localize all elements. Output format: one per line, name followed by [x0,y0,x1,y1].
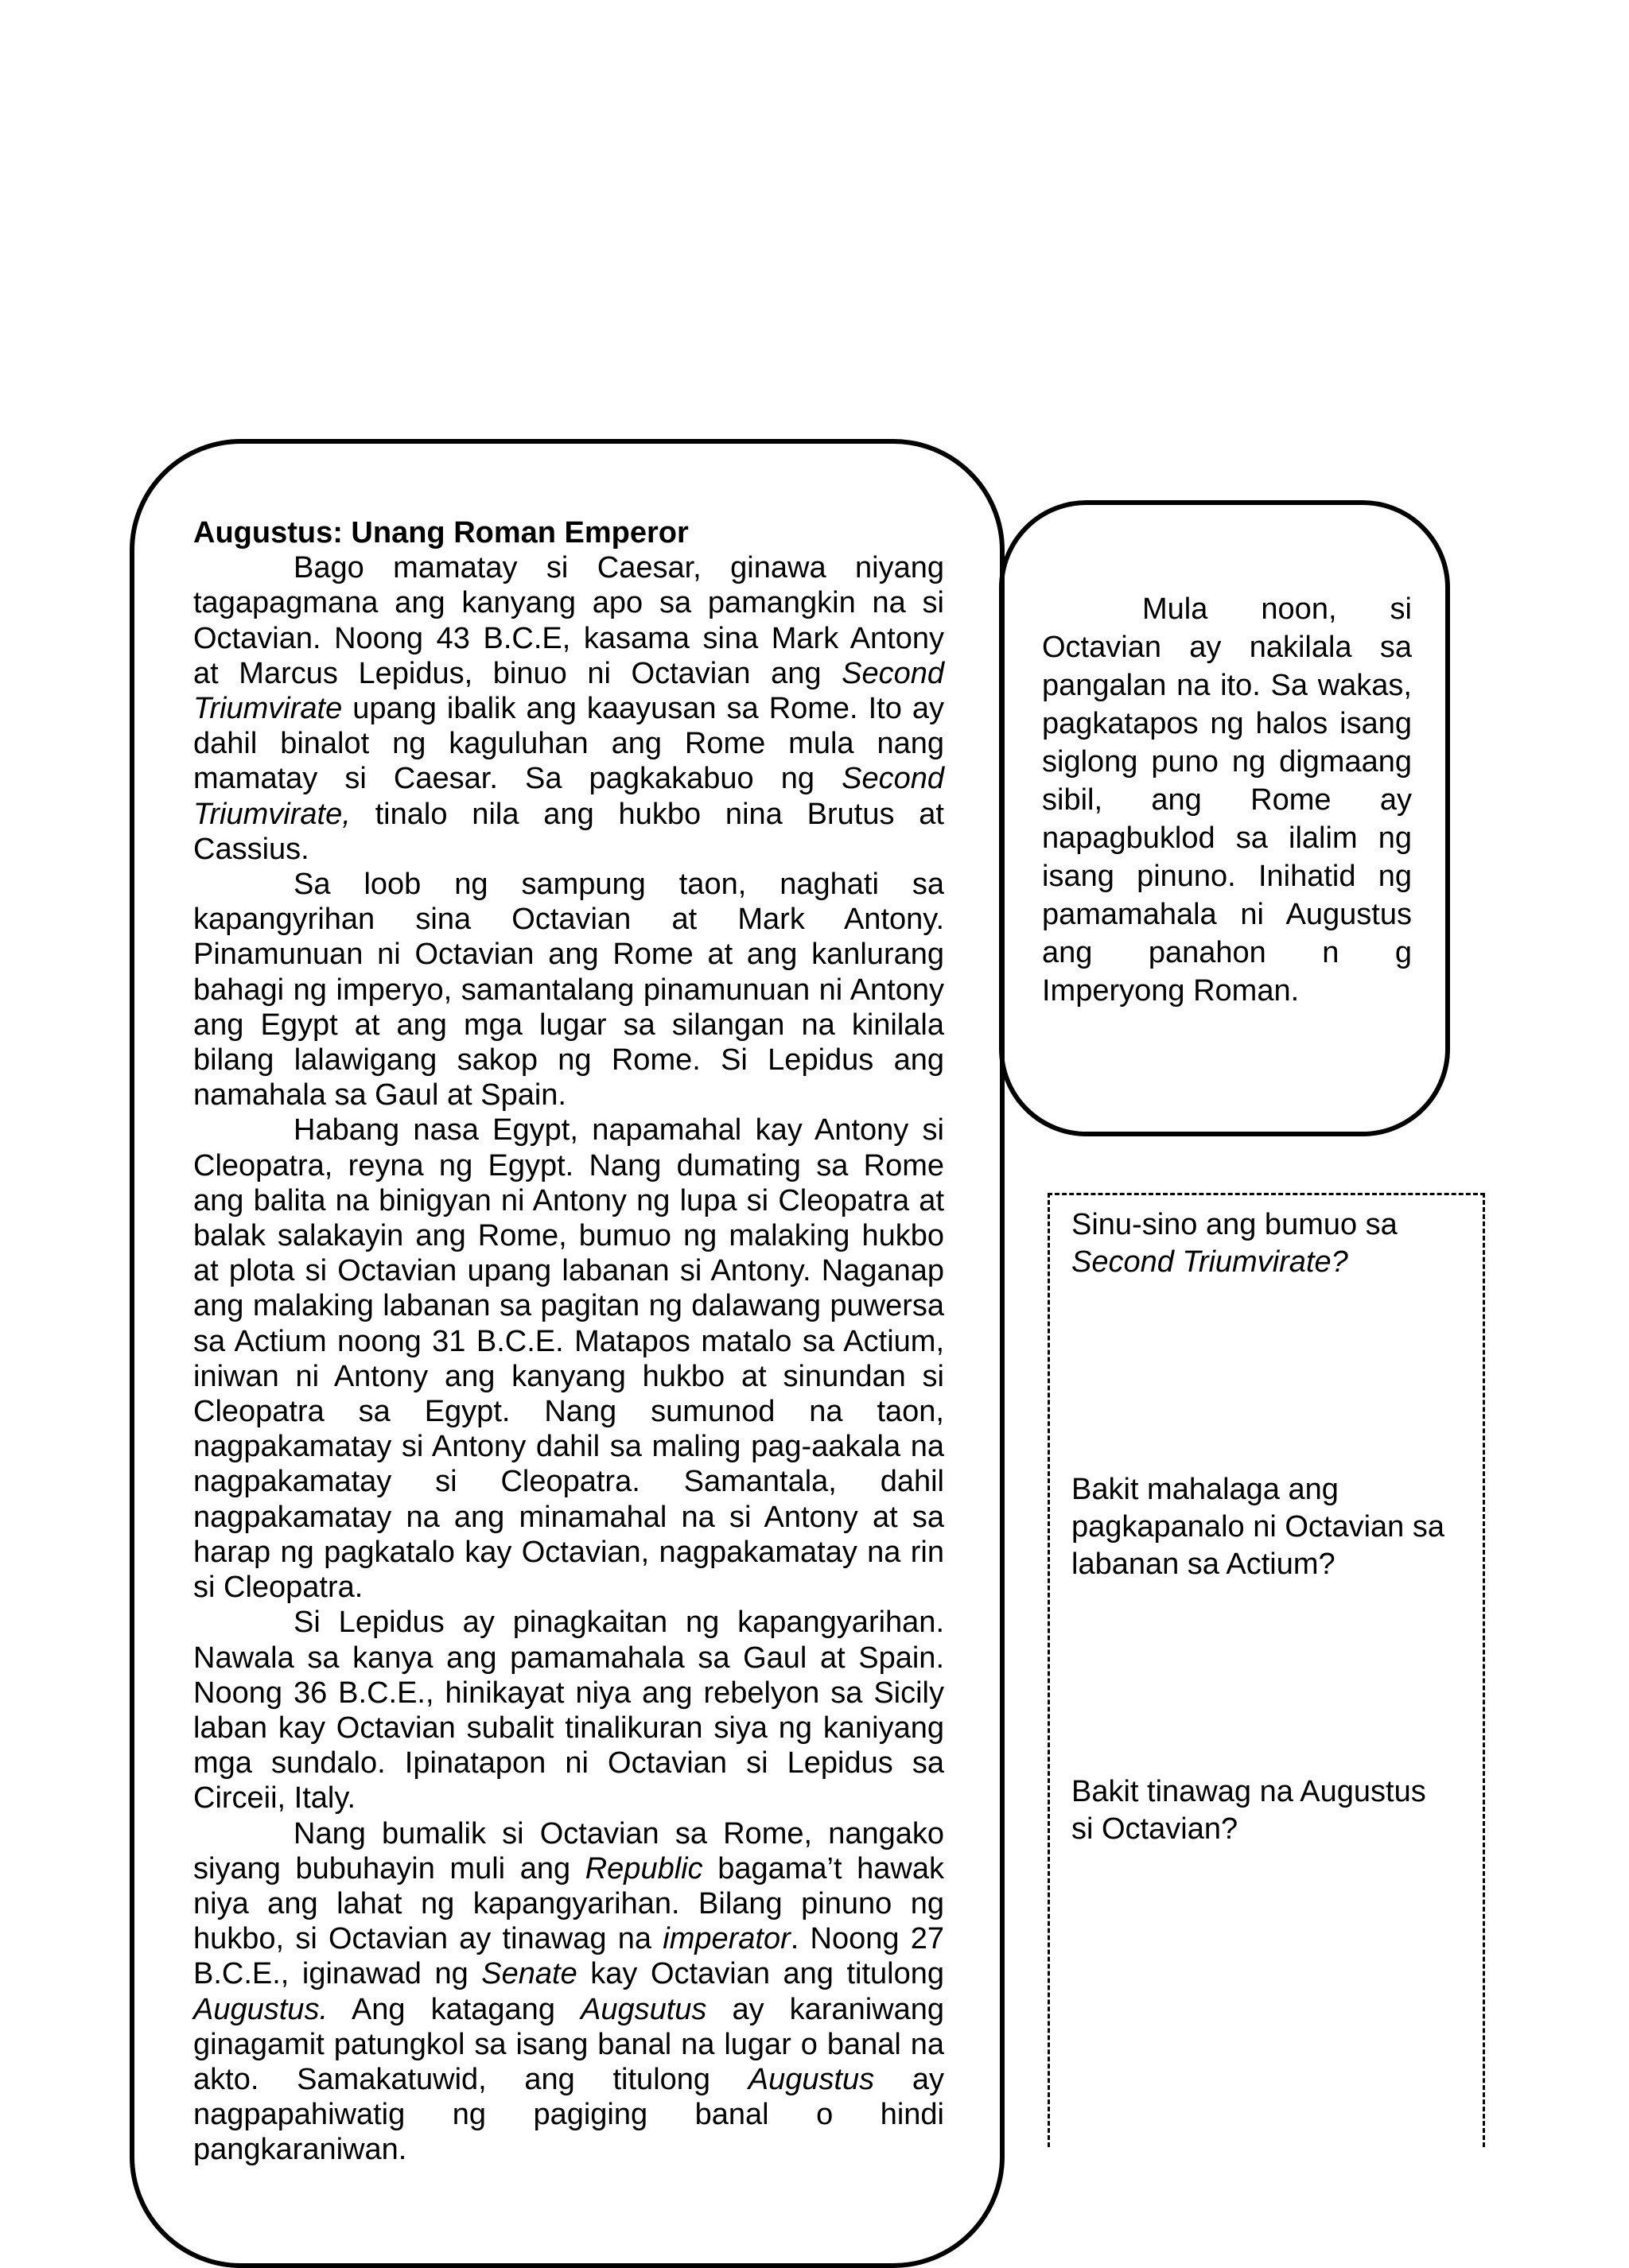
sidebar-paragraph: Mula noon, si Octavian ay nakilala sa pangalan na ito. Sa wakas, pagkatapos ng halos isang siglong puno ng digmaang sibil, ang Rome ay napagbuklod sa ilalim ng isang pinuno. Inihatid ng pamamahala ni Augustus ang panahon n g Imperyong Roman. [1042,592,1412,1008]
article-title: Augustus: Unang Roman Emperor [193,516,689,550]
article-paragraph-1: Bago mamatay si Caesar, ginawa niyang tagapagmana ang kanyang apo sa pamangkin na si Octavian. Noong 43 B.C.E, kasama sina Mark Antony at Marcus Lepidus, binuo ni Octavian ang Second Triumvirate upang ibalik ang kaayusan sa Rome. Ito ay dahil binalot ng kaguluhan ang Rome mula nang mamatay si Caesar. Sa pagkakabuo ng Second Triumvirate, tinalo nila ang hukbo nina Brutus at Cassius. [193,551,944,866]
article-paragraph-4: Si Lepidus ay pinagkaitan ng kapangyarihan. Nawala sa kanya ang pamamahala sa Gaul at Spain. Noong 36 B.C.E., hinikayat niya ang rebelyon sa Sicily laban kay Octavian subalit tinalikuran siya ng kaniyang mga sundalo. Ipinatapon ni Octavian si Lepidus sa Circeii, Italy. [193,1606,944,1816]
article-paragraph-3: Habang nasa Egypt, napamahal kay Antony si Cleopatra, reyna ng Egypt. Nang dumating sa Rome ang balita na binigyan ni Antony ng lupa si Cleopatra at balak salakayin ang Rome, bumuo ng malaking hukbo at plota si Octavian upang labanan si Antony. Naganap ang malaking labanan sa pagitan ng dalawang puwersa sa Actium noong 31 B.C.E. Matapos matalo sa Actium, iniwan ni Antony ang kanyang hukbo at sinundan si Cleopatra sa Egypt. Nang sumunod na taon, nagpakamatay si Antony dahil sa maling pag-aakala na nagpakamatay si Cleopatra. Samantala, dahil nagpakamatay na ang minamahal na si Antony at sa harap ng pagkatalo kay Octavian, nagpakamatay na rin si Cleopatra. [193,1113,944,1605]
article-paragraph-5: Nang bumalik si Octavian sa Rome, nangako siyang bubuhayin muli ang Republic bagama’t hawak niya ang lahat ng kapangyarihan. Bilang pinuno ng hukbo, si Octavian ay tinawag na imperator. Noong 27 B.C.E., iginawad ng Senate kay Octavian ang titulong Augustus. Ang katagang Augsutus ay karaniwang ginagamit patungkol sa isang banal na lugar o banal na akto. Samakatuwid, ang titulong Augustus ay nagpapahiwatig ng pagiging banal o hindi pangkaraniwan. [193,1816,945,2167]
sidebar-note [1042,590,1412,1010]
article [193,515,944,2168]
questions-box [1048,1193,1485,2147]
question-2: Bakit mahalaga ang pagkapanalo ni Octavian sa labanan sa Actium? [1071,1473,1444,1581]
question-3: Bakit tinawag na Augustus si Octavian? [1071,1775,1426,1846]
article-paragraph-2: Sa loob ng sampung taon, naghati sa kapangyrihan sina Octavian at Mark Antony. Pinamunuan ni Octavian ang Rome at ang kanlurang bahagi ng imperyo, samantalang pinamunuan ni Antony ang Egypt at ang mga lugar sa silangan na kinilala bilang lalawigang sakop ng Rome. Si Lepidus ang namahala sa Gaul at Spain. [193,868,944,1113]
question-1: Sinu-sino ang bumuo sa Second Triumvirate? [1071,1208,1398,1279]
